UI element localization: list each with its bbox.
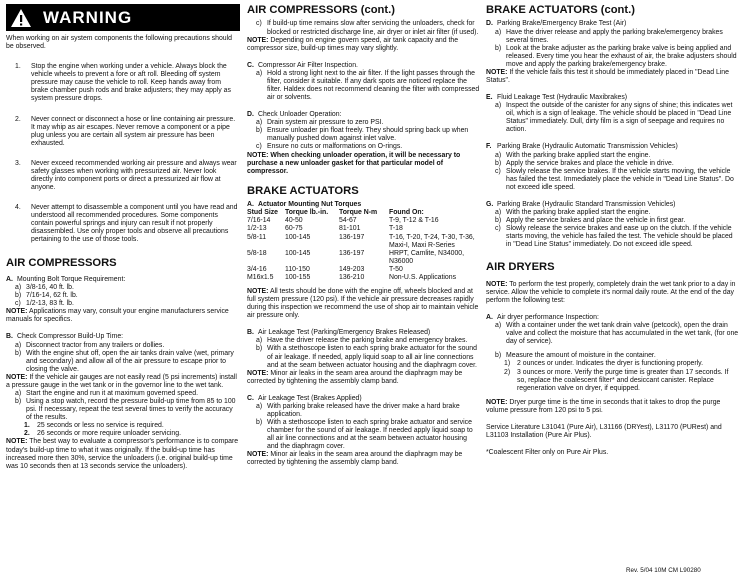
table-row: 3/4-16 110-150 149-203 T-50 <box>247 265 403 273</box>
sub-list <box>486 360 739 392</box>
list-item: a) With parking brake released have the driver make a hard brake application. <box>256 402 460 418</box>
section-title-brake-actuators-cont: BRAKE ACTUATORS (cont.) <box>486 4 635 16</box>
list-item: c) Slowly release the service brakes. If the vehicle starts moving, the vehicle has failed the test. Immediately place the vehicle in "Dead Line Status". Do not exceed idle speed. <box>495 167 734 191</box>
list-item: b) Using a stop watch, record the pressure build-up time from 85 to 100 psi. If necessary, repeat the test several times to verify the accuracy of the results. <box>15 398 236 422</box>
column-3 <box>486 4 739 457</box>
warning-triangle-icon <box>7 5 35 30</box>
note: NOTE: Depending on engine govern speed, air tank capacity and the compressor size, build-up times may vary slightly. <box>247 36 459 52</box>
note: NOTE: To perform the test properly, completely drain the wet tank prior to a day in service. Allow the vehicle to complete it's normal daily route. At the end of the day perform the following test: <box>486 280 736 304</box>
list <box>247 119 480 151</box>
list-item: 1) 2 ounces or under. Indicates the dryer is functioning properly. <box>504 360 704 368</box>
list <box>6 390 240 422</box>
note: NOTE: Minor air leaks in the seam area around the diaphragm may be corrected by tightening the assembly clamp band. <box>247 369 463 385</box>
note: NOTE: Applications may vary, consult your engine manufacturers service manuals for specifics. <box>6 308 229 324</box>
list-item: a) Disconnect tractor from any trailers or dollies. <box>15 341 165 349</box>
list-item: b) With the engine shut off, open the air tanks drain valve (wet, primary and secondary) and allow all of the air pressure to escape prior to closing the valve. <box>15 349 234 373</box>
list-item: 2) 3 ounces or more. Verify the purge time is greater than 17 seconds. If so, replace the coalescent filter* and desiccant canister. Replace regeneration valve on dryer, if equipped. <box>504 368 729 392</box>
subsection-heading: A. Actuator Mounting Nut Torques <box>247 201 362 209</box>
note: NOTE: Minor air leaks in the seam area around the diaphragm may be corrected by tightening the assembly clamp band. <box>247 451 463 467</box>
note: NOTE: If the vehicle fails this test it should be immediately placed in "Dead Line Status". <box>486 68 729 84</box>
list-item: a) Have the driver release the parking brake and emergency brakes. <box>256 337 468 345</box>
column-2 <box>247 4 480 468</box>
note: NOTE: If the vehicle air gauges are not easily read (5 psi increments) install a pressure gauge in the wet tank or in the governor line to the wet tank. <box>6 373 237 389</box>
note-bold: NOTE: When checking unloader operation, it will be necessary to purchase a new unloader gasket for that particular model of compressor. <box>247 151 461 175</box>
list-item: 2. 26 seconds or more require unloader servicing. <box>24 430 182 438</box>
subsection-heading: D. Check Unloader Operation: <box>247 111 342 119</box>
list <box>486 29 739 69</box>
list-item: a) Drain system air pressure to zero PSI. <box>256 119 384 127</box>
list <box>247 337 480 369</box>
list-item: a) With the parking brake applied start the engine. <box>495 209 651 216</box>
subsection-heading: A. Mounting Bolt Torque Requirement: <box>6 276 126 283</box>
subsection-heading: B. Check Compressor Build-Up Time: <box>6 333 124 341</box>
subsection-heading: B. Air Leakage Test (Parking/Emergency Brakes Released) <box>247 329 431 337</box>
warning-item: 4. Never attempt to disassemble a component until you have read and understood all recommended procedures. Some components contain powerful springs and injury can result if not properly disassembled. Use only proper tools and observe all precautions pertaining to the use of those tools. <box>15 204 238 244</box>
service-literature: Service Literature L31041 (Pure Air), L31166 (DRYest), L31170 (PURest) and L31103 Installation (Pure Air Plus). <box>486 423 722 439</box>
list-item: b) Look at the brake adjuster as the parking brake valve is being applied and released. Every time you hear the exhaust of air, the brake adjusters should move and apply the parking brake/emergency brake. <box>495 44 737 68</box>
list <box>486 102 739 134</box>
section-title-air-compressors: AIR COMPRESSORS <box>6 256 117 269</box>
warning-title: WARNING <box>35 5 239 30</box>
table-header: Stud Size Torque lb.-in. Torque N-m Found On: <box>247 209 424 217</box>
warning-item: 3. Never exceed recommended working air pressure and always wear safety glasses when working with pressurized air. Never look directly into component ports or direct a pressurized air flow at anyone. <box>15 159 237 192</box>
list-item: a) Have the driver release and apply the parking brake/emergency brakes several times. <box>495 28 723 44</box>
table-row: 5/8-18 100-145 136-197 HRPT, Camlite, N34000, N36000 <box>247 249 465 265</box>
subsection-heading: E. Fluid Leakage Test (Hydraulic Maxibrakes) <box>486 94 628 102</box>
list <box>486 322 739 360</box>
note: NOTE: The best way to evaluate a compressor's performance is to compare today's build-up time to what it was originally. If the build-up time has increased more then 30%, service the unloaders (i.e. original build-up time was 10 seconds then at 13 seconds service the unloaders). <box>6 438 239 470</box>
table-row: 7/16-14 40-50 54-67 T-9, T-12 & T-16 <box>247 217 439 225</box>
list-item: a) Inspect the outside of the canister for any signs of shine; this indicates wet oil, which is a sign of leakage. The vehicle should be placed in "Dead Line Status" immediately. Dull, dirty film is a sign of seepage and requires no action. <box>495 102 733 134</box>
subsection-heading: F. Parking Brake (Hydraulic Automatic Transmission Vehicles) <box>486 143 678 151</box>
list-item: 1. 25 seconds or less no service is required. <box>24 422 164 430</box>
list <box>6 342 240 374</box>
subsection-heading: A. Air dryer performance Inspection: <box>486 314 599 322</box>
revision-footer: Rev. 5/04 10M CM L90280 <box>626 567 701 574</box>
warning-item: 2. Never connect or disconnect a hose or line containing air pressure. It may whip as air escapes. Never remove a component or a pipe plug unless you are certain all system air pressure has been exhausted. <box>15 115 236 147</box>
list-item: b) With a stethoscope listen to each spring brake actuator for the sound of air leakage. If needed, apply liquid soap to all air line connections and at the seam between actuator housing and the diaphragm cover. <box>256 345 477 369</box>
warning-item: 1. Stop the engine when working under a vehicle. Always block the vehicle wheels to prevent a fore or aft roll. Bleeding off system pressure may cause the vehicle to roll. Keep hands away from brake chamber push rods and brake adjusters; they may apply as system pressure drops. <box>15 63 231 103</box>
list <box>486 209 739 249</box>
list-item: c) Ensure no cuts or malformations on O-rings. <box>256 143 403 151</box>
warning-intro: When working on air system components the following precautions should be observed. <box>6 35 232 51</box>
warning-banner <box>6 4 240 31</box>
note: NOTE: Dryer purge time is the time in seconds that it takes to drop the purge volume pressure from 120 psi to 5 psi. <box>486 398 721 414</box>
subsection-heading: G. Parking Brake (Hydraulic Standard Transmission Vehicles) <box>486 200 676 208</box>
subsection-heading: C. Compressor Air Filter Inspection. <box>247 61 358 69</box>
list-item: c) 1/2-13, 83 ft. lb. <box>15 300 74 308</box>
list <box>247 403 480 451</box>
table-row: 5/8-11 100-145 136-197 T-16, T-20, T-24, T-30, T-36, Maxi-I, Maxi R-Series <box>247 233 475 249</box>
list-item: b) Apply the service brakes and place the vehicle in first gear. <box>495 217 686 225</box>
list-item: c) Slowly release the service brakes and ease up on the clutch. If the vehicle starts moving, the vehicle has failed the test. The vehicle should be placed in "Dead Line Status" immediately. Do not exceed idle speed. <box>495 225 733 249</box>
list-item: b) Measure the amount of moisture in the container. <box>495 352 656 360</box>
section-title-air-compressors-cont: AIR COMPRESSORS (cont.) <box>247 4 395 16</box>
list-item: a) 3/8-16, 40 ft. lb. <box>15 284 74 292</box>
list-item: b) With a stethoscope listen to each spring brake actuator and service chamber for the sound of air leakage. If needed apply liquid soap to all air line connections and at the seam between actuator housing and the diaphragm cover. <box>256 419 473 451</box>
list-item: b) 7/16-14, 62 ft. lb. <box>15 292 78 300</box>
subsection-heading: C. Air Leakage Test (Brakes Applied) <box>247 394 362 402</box>
list-item: c) If build-up time remains slow after servicing the unloaders, check for blocked or restricted discharge line, air dryer or inlet air filter (if used). <box>256 20 479 36</box>
list-item: b) Ensure unloader pin float freely. They should spring back up when manually pushed down against inlet valve. <box>256 127 469 143</box>
list-item: b) Apply the service brakes and place the vehicle in drive. <box>495 159 674 167</box>
list <box>486 152 739 192</box>
section-title-brake-actuators: BRAKE ACTUATORS <box>247 184 359 197</box>
column-1 <box>6 4 240 471</box>
list-item: a) Start the engine and run it at maximum governed speed. <box>15 390 198 398</box>
section-title-air-dryers: AIR DRYERS <box>486 261 555 274</box>
table-row: M16x1.5 100-155 136-210 Non-U.S. Applications <box>247 273 457 281</box>
list <box>6 284 240 308</box>
table-row: 1/2-13 60-75 81-101 T-18 <box>247 225 403 233</box>
sub-list <box>6 422 240 438</box>
list-item: a) With a container under the wet tank drain valve (petcock), open the drain valve and collect the moisture that has accumulated in the wet tank, (for one day of service). <box>495 322 739 346</box>
subsection-heading: D. Parking Brake/Emergency Brake Test (Air) <box>486 20 627 28</box>
note: NOTE: All tests should be done with the engine off, wheels blocked and at full system pressure (120 psi). If the vehicle air pressure decreases rapidly during this inspection we recommend the use of shop air to maintain vehicle air pressure only. <box>247 287 479 320</box>
torque-table <box>247 209 475 282</box>
list-item: a) With the parking brake applied start the engine. <box>495 151 651 159</box>
list-item: a) Hold a strong light next to the air filter. If the light passes through the filter, consider it suitable. If any dark spots are noticed replace the filter. Haldex does not recommend cleaning the filter with compressed air or solvents. <box>256 69 480 102</box>
footnote: *Coalescent Filter only on Pure Air Plus. <box>486 449 609 457</box>
list <box>247 70 480 102</box>
list <box>247 20 480 36</box>
